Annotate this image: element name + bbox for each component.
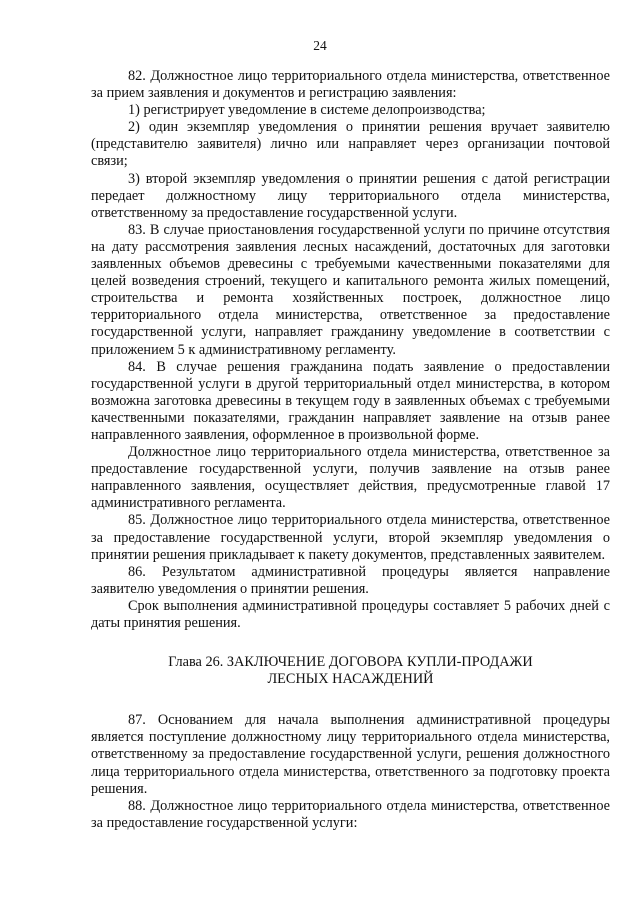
paragraph-86: 86. Результатом административной процедуры является направление заявителю уведомления о принятии решения. — [91, 563, 610, 597]
chapter-heading-line-1: Глава 26. ЗАКЛЮЧЕНИЕ ДОГОВОРА КУПЛИ-ПРОДАЖИ — [168, 654, 533, 671]
paragraph-88: 88. Должностное лицо территориального отдела министерства, ответственное за предоставление государственной услуги: — [91, 797, 610, 831]
paragraph-86-deadline: Срок выполнения административной процедуры составляет 5 рабочих дней с даты принятия решения. — [91, 597, 610, 631]
paragraph-84-continuation: Должностное лицо территориального отдела министерства, ответственное за предоставление государственной услуги, получив заявление на отзыв ранее направленного заявления, осуществляет действия, предусмотренные главой 17 административного регламента. — [91, 444, 610, 512]
paragraph-84: 84. В случае решения гражданина подать заявление о предоставлении государственной услуги в другой территориальный отдел министерства, в котором возможна заготовка древесины в текущем году в заявленных объемах с требуемыми качественными показателями, гражданин направляет заявление на отзыв ранее направленного заявления, оформленное в произвольной форме. — [91, 358, 610, 443]
paragraph-82-item-3: 3) второй экземпляр уведомления о принятии решения с датой регистрации передает должностному лицу территориального отдела министерства, ответственному за предоставление государственной услуги. — [91, 170, 610, 221]
page-number: 24 — [313, 38, 327, 53]
paragraph-87: 87. Основанием для начала выполнения административной процедуры является поступление должностному лицу территориального отдела министерства, ответственному за предоставление государственной услуги, решения должностного лица территориального отдела министерства, ответственного за подготовку проекта решения. — [91, 712, 610, 797]
paragraph-85: 85. Должностное лицо территориального отдела министерства, ответственное за предоставление государственной услуги, второй экземпляр уведомления о принятии решения прикладывает к пакету документов, представленных заявителем. — [91, 512, 610, 563]
document-body — [91, 68, 610, 832]
chapter-heading-line-2: ЛЕСНЫХ НАСАЖДЕНИЙ — [267, 671, 434, 688]
paragraph-83: 83. В случае приостановления государственной услуги по причине отсутствия на дату рассмотрения заявления лесных насаждений, достаточных для заготовки заявленных объемов древесины с требуемыми качественными показателями для целей возведения строений, текущего и капитального ремонта жилых помещений, строительства и ремонта хозяйственных построек, должностное лицо территориального отдела министерства, ответственное за предоставление государственной услуги, направляет гражданину уведомление в соответствии с приложением 5 к административному регламенту. — [91, 221, 610, 358]
chapter-heading — [91, 654, 610, 688]
paragraph-82-item-1: 1) регистрирует уведомление в системе делопроизводства; — [128, 102, 486, 119]
paragraph-82: 82. Должностное лицо территориального отдела министерства, ответственное за прием заявления и документов и регистрацию заявления: — [91, 68, 610, 102]
paragraph-82-item-2: 2) один экземпляр уведомления о принятии решения вручает заявителю (представителю заявителя) лично или направляет через организации почтовой связи; — [91, 119, 610, 170]
